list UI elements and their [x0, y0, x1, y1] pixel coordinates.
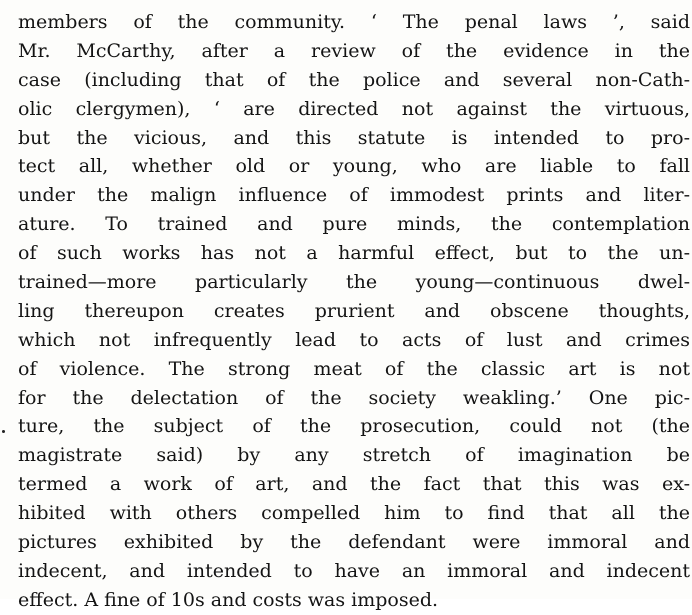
article-text — [18, 8, 690, 615]
text-line: magistrate said) by any stretch of imagination be — [18, 444, 690, 467]
text-line: pictures exhibited by the defendant were immoral and — [18, 531, 690, 554]
text-line: indecent, and intended to have an immoral and indecent — [18, 559, 690, 582]
text-line: trained—more particularly the young—continuous dwel- — [18, 271, 690, 294]
text-line: hibited with others compelled him to find that all the — [18, 502, 690, 525]
text-line: members of the community. ‘ The penal laws ’, said — [18, 11, 690, 33]
text-line: case (including that of the police and several non-Cath- — [18, 68, 690, 91]
text-line: but the vicious, and this statute is intended to pro- — [18, 126, 690, 149]
text-line: ling thereupon creates prurient and obscene thoughts, — [18, 299, 690, 322]
text-line: termed a work of art, and the fact that this was ex- — [18, 473, 690, 496]
text-line: olic clergymen), ‘ are directed not against the virtuous, — [18, 97, 690, 120]
text-line: ature. To trained and pure minds, the contemplation — [18, 213, 690, 236]
text-line: of such works has not a harmful effect, but to the un- — [18, 242, 690, 265]
text-line: tect all, whether old or young, who are liable to fall — [18, 155, 690, 178]
text-line: which not infrequently lead to acts of lust and crimes — [18, 328, 690, 351]
text-line: for the delectation of the society weakling.’ One pic- — [18, 386, 690, 409]
text-line: of violence. The strong meat of the classic art is not — [18, 357, 690, 380]
text-line: Mr. McCarthy, after a review of the evidence in the — [18, 39, 690, 62]
text-line: effect. A fine of 10s and costs was imposed. — [18, 588, 439, 611]
print-speck — [2, 430, 5, 433]
text-line: under the malign influence of immodest prints and liter- — [18, 184, 690, 207]
text-line: ture, the subject of the prosecution, could not (the — [18, 415, 690, 438]
